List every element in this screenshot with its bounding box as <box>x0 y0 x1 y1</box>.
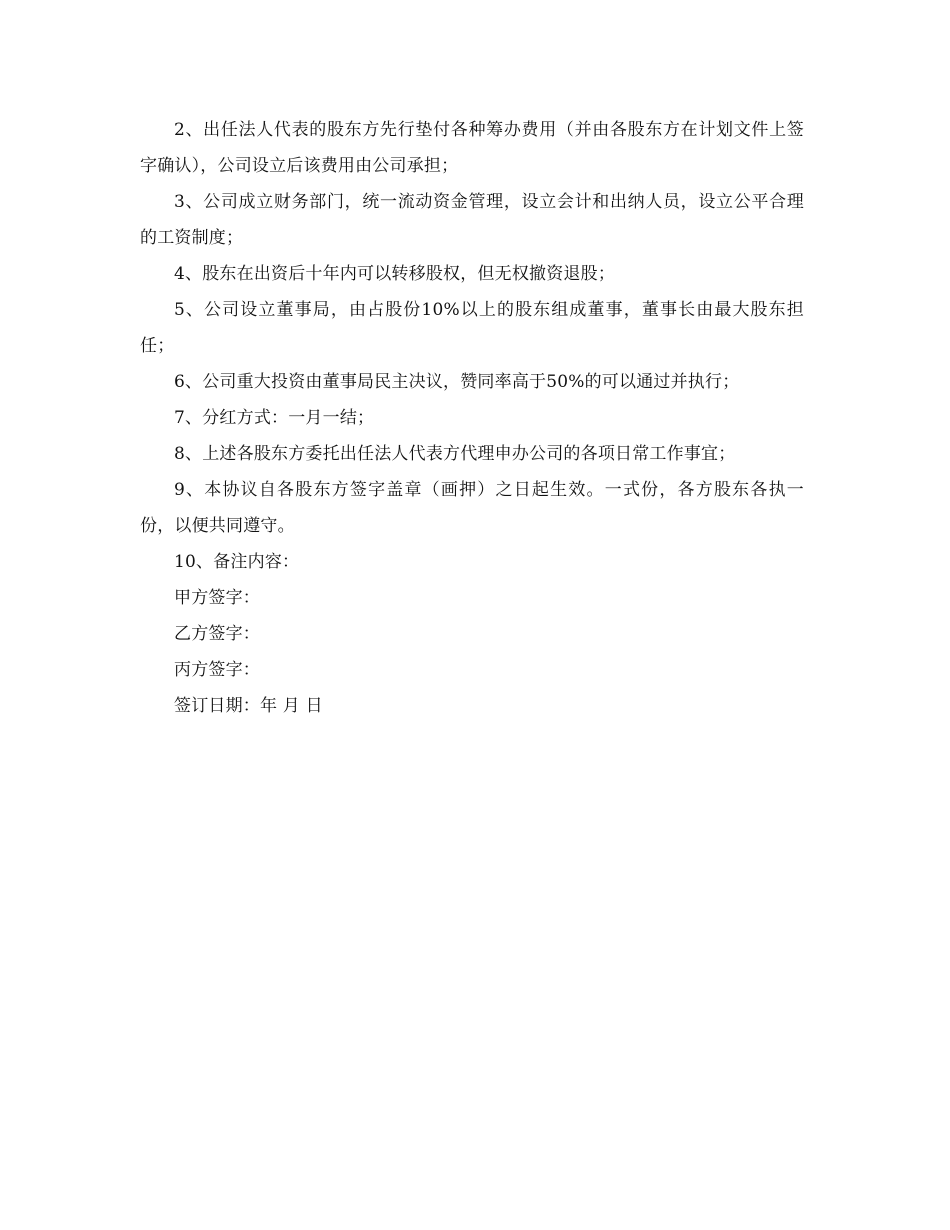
clause-3-paragraph: 3、公司成立财务部门，统一流动资金管理，设立会计和出纳人员，设立公平合理的工资制度； <box>140 192 804 248</box>
clause-8-paragraph: 8、上述各股东方委托出任法人代表方代理申办公司的各项日常工作事宜； <box>174 444 736 464</box>
clause-5-paragraph: 5、公司设立董事局，由占股份10%以上的股东组成董事，董事长由最大股东担任； <box>140 300 804 356</box>
clause-7-paragraph: 7、分红方式：一月一结； <box>174 408 375 428</box>
clause-2-paragraph: 2、出任法人代表的股东方先行垫付各种筹办费用（并由各股东方在计划文件上签字确认），公司设立后该费用由公司承担； <box>140 120 804 176</box>
clause-6-paragraph: 6、公司重大投资由董事局民主决议，赞同率高于50%的可以通过并执行； <box>174 372 740 392</box>
signing-date-line: 签订日期：年 月 日 <box>174 696 323 716</box>
party-c-signature-line: 丙方签字： <box>174 660 260 680</box>
party-a-signature-line: 甲方签字： <box>174 588 260 608</box>
party-b-signature-line: 乙方签字： <box>174 624 260 644</box>
document-body <box>140 112 804 724</box>
clause-9-paragraph: 9、本协议自各股东方签字盖章（画押）之日起生效。一式份，各方股东各执一份，以便共同遵守。 <box>140 480 804 536</box>
clause-10-remarks: 10、备注内容： <box>174 552 300 572</box>
clause-4-paragraph: 4、股东在出资后十年内可以转移股权，但无权撤资退股； <box>174 264 616 284</box>
